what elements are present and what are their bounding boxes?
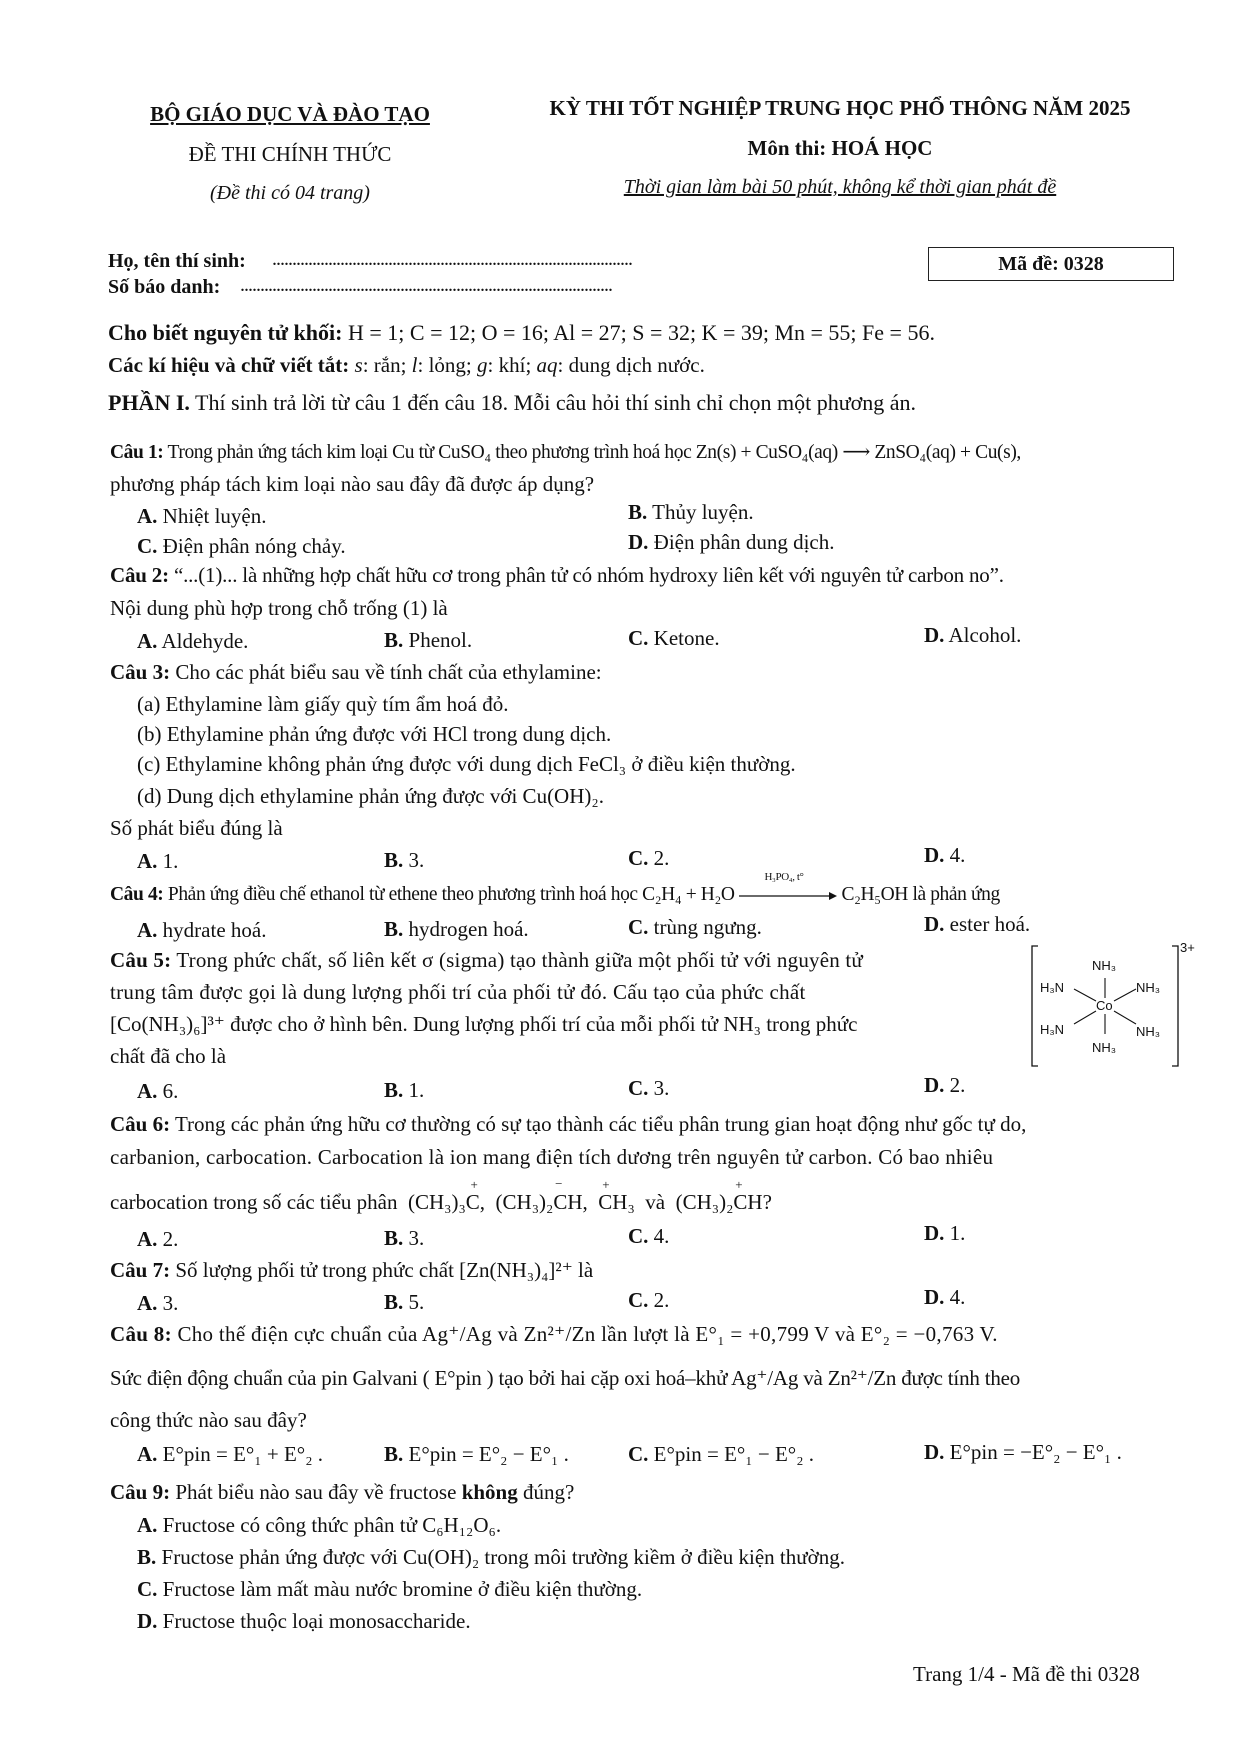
complex-charge: 3+ <box>1180 940 1195 955</box>
q7-option-b[interactable]: B. 5. <box>384 1290 425 1314</box>
q2-option-a[interactable]: A. Aldehyde. <box>137 629 249 653</box>
q8-stem-line3: công thức nào sau đây? <box>110 1408 307 1432</box>
part1-heading: PHẦN I. Thí sinh trả lời từ câu 1 đến câu 18. Mỗi câu hỏi thí sinh chỉ chọn một phương án. <box>108 390 917 415</box>
q5-option-d[interactable]: D. 2. <box>924 1073 966 1097</box>
q7-stem: Câu 7: Số lượng phối tử trong phức chất [Zn(NH₃)₄]²⁺ là <box>110 1258 594 1282</box>
ligand-lower-left: H₃N <box>1040 1022 1065 1037</box>
q8-option-c[interactable]: C. E°pin = E°₁ − E°₂ . <box>628 1442 815 1466</box>
abbrev-line: Các kí hiệu và chữ viết tắt: s: rắn; l: lỏng; g: khí; aq: dung dịch nước. <box>108 353 705 377</box>
q9-option-c[interactable]: C. Fructose làm mất màu nước bromine ở điều kiện thường. <box>137 1577 643 1601</box>
q5-stem-line4: chất đã cho là <box>110 1044 227 1068</box>
q3-statement-d: (d) Dung dịch ethylamine phản ứng được với Cu(OH)₂. <box>137 784 604 808</box>
q2-option-d[interactable]: D. Alcohol. <box>924 623 1022 647</box>
q5-option-c[interactable]: C. 3. <box>628 1076 670 1100</box>
candidate-name-dots: .......................................................................................... <box>272 248 632 270</box>
q9-stem: Câu 9: Phát biểu nào sau đây về fructose không đúng? <box>110 1480 575 1504</box>
q6-option-b[interactable]: B. 3. <box>384 1226 425 1250</box>
q5-option-a[interactable]: A. 6. <box>137 1079 179 1103</box>
q6-stem-line2: carbanion, carbocation. Carbocation là ion mang điện tích dương trên nguyên tử carbon. Có bao nhiêu <box>110 1145 994 1169</box>
q8-option-b[interactable]: B. E°pin = E°₂ − E°₁ . <box>384 1442 569 1466</box>
q5-option-b[interactable]: B. 1. <box>384 1078 425 1102</box>
q6-stem-line1: Câu 6: Trong các phản ứng hữu cơ thường có sự tạo thành các tiểu phân trung gian hoạt động như gốc tự do, <box>110 1112 1027 1136</box>
q1-option-d[interactable]: D. Điện phân dung dịch. <box>628 530 835 554</box>
q4-reaction-arrow <box>739 870 837 901</box>
exam-title: KỲ THI TỐT NGHIỆP TRUNG HỌC PHỔ THÔNG NĂM 2025 <box>549 96 1131 120</box>
q8-option-d[interactable]: D. E°pin = −E°₂ − E°₁ . <box>924 1440 1122 1464</box>
ligand-lower-right: NH₃ <box>1136 1024 1161 1039</box>
q3-ask: Số phát biểu đúng là <box>110 816 283 840</box>
q4-option-d[interactable]: D. ester hoá. <box>924 912 1031 936</box>
q8-option-a[interactable]: A. E°pin = E°₁ + E°₂ . <box>137 1442 324 1466</box>
q4-option-c[interactable]: C. trùng ngưng. <box>628 915 762 939</box>
q1-stem-line1: Câu 1: Trong phản ứng tách kim loại Cu từ CuSO₄ theo phương trình hoá học Zn(s) + CuSO₄(aq) ⟶ ZnSO₄(aq) + Cu(s), <box>110 442 1021 463</box>
q6-option-d[interactable]: D. 1. <box>924 1221 966 1245</box>
q4-option-b[interactable]: B. hydrogen hoá. <box>384 917 529 941</box>
q3-stem: Câu 3: Cho các phát biểu sau về tính chất của ethylamine: <box>110 660 602 684</box>
q3-option-c[interactable]: C. 2. <box>628 846 670 870</box>
candidate-number-label: Số báo danh: <box>108 276 221 298</box>
q8-stem-line1: Câu 8: Cho thế điện cực chuẩn của Ag⁺/Ag và Zn²⁺/Zn lần lượt là E°₁ = +0,799 V và E°₂ = −0,763 V. <box>110 1322 998 1346</box>
q3-option-d[interactable]: D. 4. <box>924 843 966 867</box>
q3-option-b[interactable]: B. 3. <box>384 848 425 872</box>
q8-stem-line2: Sức điện động chuẩn của pin Galvani ( E°pin ) tạo bởi hai cặp oxi hoá–khử Ag⁺/Ag và Zn²⁺/Zn được tính theo <box>110 1366 1021 1390</box>
q9-option-a[interactable]: A. Fructose có công thức phân tử C₆H₁₂O₆. <box>137 1513 502 1537</box>
q3-statement-a: (a) Ethylamine làm giấy quỳ tím ẩm hoá đỏ. <box>137 692 509 716</box>
q3-statement-c: (c) Ethylamine không phản ứng được với dung dịch FeCl₃ ở điều kiện thường. <box>137 752 796 776</box>
q6-stem-line3: carbocation trong số các tiểu phân (CH₃)₃C + , (CH₃)₂CH − , CH₃ + và (CH₃)₂CH + ? <box>110 1176 772 1214</box>
q1-stem-line2: phương pháp tách kim loại nào sau đây đã được áp dụng? <box>110 472 595 496</box>
q2-option-b[interactable]: B. Phenol. <box>384 628 473 652</box>
q1-option-b[interactable]: B. Thủy luyện. <box>628 500 754 524</box>
q4-option-a[interactable]: A. hydrate hoá. <box>137 918 267 942</box>
q4-arrow-condition: H₃PO₄, t° <box>764 870 804 883</box>
q5-stem-line3: [Co(NH₃)₆]³⁺ được cho ở hình bên. Dung lượng phối trí của mỗi phối tử NH₃ trong phức <box>110 1012 858 1036</box>
ministry-name: BỘ GIÁO DỤC VÀ ĐÀO TẠO <box>150 102 430 126</box>
q6-option-a[interactable]: A. 2. <box>137 1227 179 1251</box>
species-secondary-carbocation: (CH₃)₂CH + <box>675 1177 763 1214</box>
q3-option-a[interactable]: A. 1. <box>137 849 179 873</box>
species-tertiary-carbocation: (CH₃)₃C + <box>407 1177 480 1214</box>
q5-stem-line1: Câu 5: Trong phức chất, số liên kết σ (sigma) tạo thành giữa một phối tử với nguyên tử <box>110 948 864 972</box>
q7-option-a[interactable]: A. 3. <box>137 1291 179 1315</box>
q2-stem-line1: Câu 2: “...(1)... là những hợp chất hữu cơ trong phân tử có nhóm hydroxy liên kết với nguyên tử carbon no”. <box>110 563 1004 587</box>
q2-option-c[interactable]: C. Ketone. <box>628 626 720 650</box>
exam-code-box: Mã đề: 0328 <box>928 247 1174 281</box>
q7-option-c[interactable]: C. 2. <box>628 1288 670 1312</box>
time-note: Thời gian làm bài 50 phút, không kể thời gian phát đề <box>623 176 1057 198</box>
central-atom: Co <box>1096 998 1113 1013</box>
arrow-icon <box>739 891 837 901</box>
q1-option-c[interactable]: C. Điện phân nóng chảy. <box>137 534 346 558</box>
atomic-mass-line: Cho biết nguyên tử khối: H = 1; C = 12; O = 16; Al = 27; S = 32; K = 39; Mn = 55; Fe = 56. <box>108 320 935 345</box>
ligand-top: NH₃ <box>1092 958 1117 973</box>
q9-option-d[interactable]: D. Fructose thuộc loại monosaccharide. <box>137 1609 471 1633</box>
q4-stem: Câu 4: Phản ứng điều chế ethanol từ ethene theo phương trình hoá học C₂H₄ + H₂O H₃PO₄, t° C₂H₅OH là phản ứng <box>110 870 1000 905</box>
ligand-upper-right: NH₃ <box>1136 980 1161 995</box>
q9-option-b[interactable]: B. Fructose phản ứng được với Cu(OH)₂ trong môi trường kiềm ở điều kiện thường. <box>137 1545 845 1569</box>
q6-option-c[interactable]: C. 4. <box>628 1224 670 1248</box>
q7-option-d[interactable]: D. 4. <box>924 1285 966 1309</box>
q2-stem-line2: Nội dung phù hợp trong chỗ trống (1) là <box>110 596 448 620</box>
q5-stem-line2: trung tâm được gọi là dung lượng phối trí của phối tử đó. Cấu tạo của phức chất <box>110 980 806 1004</box>
species-methyl-cation: CH₃ + <box>598 1177 635 1214</box>
pages-note: (Đề thi có 04 trang) <box>210 182 370 204</box>
candidate-number-dots: ............................................................................................. <box>240 274 612 296</box>
subject-label: Môn thi: HOÁ HỌC <box>747 136 933 160</box>
species-carbanion: (CH₃)₂CH − <box>495 1176 583 1214</box>
q1-option-a[interactable]: A. Nhiệt luyện. <box>137 504 267 528</box>
cobalt-complex-figure <box>1028 940 1200 1072</box>
ligand-bottom: NH₃ <box>1092 1040 1117 1055</box>
q3-statement-b: (b) Ethylamine phản ứng được với HCl trong dung dịch. <box>137 722 612 746</box>
official-label: ĐỀ THI CHÍNH THỨC <box>188 142 392 166</box>
page-footer: Trang 1/4 - Mã đề thi 0328 <box>913 1662 1140 1686</box>
ligand-upper-left: H₃N <box>1040 980 1065 995</box>
candidate-name-label: Họ, tên thí sinh: <box>108 250 246 272</box>
